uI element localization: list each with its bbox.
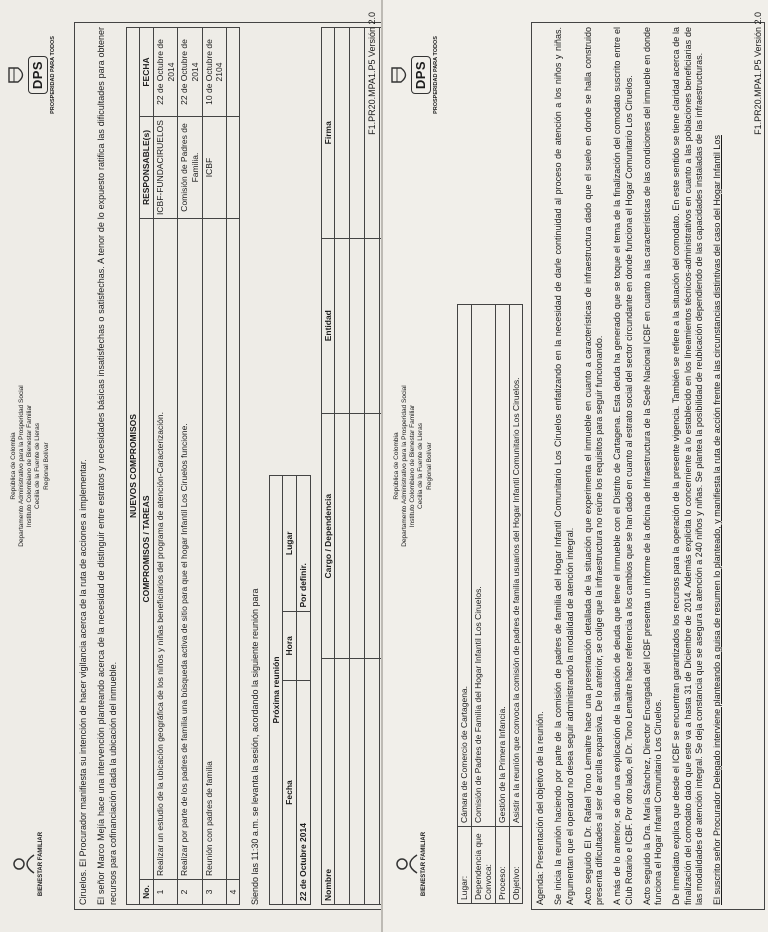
icbf-logo — [10, 824, 45, 904]
info-label: Objetivo: — [509, 827, 523, 904]
minutes-body — [531, 22, 765, 910]
header-line1: República de Colombia — [393, 432, 400, 500]
form-code-footer: F1.PR20.MPA1.P5 Versión 2.0 — [366, 12, 377, 135]
header-text — [393, 286, 434, 646]
dps-logo — [6, 30, 56, 120]
cell-no: 2 — [178, 880, 202, 905]
form-code-footer: F1.PR20.MPA1.P5 Versión 2.0 — [752, 12, 763, 135]
icbf-logo-icon — [10, 851, 36, 877]
icbf-logo-icon — [393, 851, 419, 877]
cell-task: Realizar un estudio de la ubicación geográfica de los niños y niñas beneficiarios del programa de atención-Caracterización. — [154, 219, 178, 880]
right-page — [383, 0, 768, 932]
page-header — [383, 0, 453, 932]
table-row — [226, 28, 240, 905]
header-line2: Departamento Administrativo para la Prosperidad Social — [18, 385, 26, 547]
coat-of-arms-icon — [389, 64, 411, 86]
left-page-body — [74, 22, 372, 910]
header-line3: Instituto Colombiano de Bienestar Familiar — [26, 404, 34, 528]
cell-fecha: 22 de Octubre 2014 — [296, 681, 310, 905]
col-responsible: RESPONSABLE(s) — [140, 117, 154, 219]
info-value: Asistir a la reunión que convoca la comisión de padres de familia usuarios del Hogar Infantil Comunitario Los Ciruelos. — [509, 305, 523, 827]
next-meeting-row — [296, 476, 310, 905]
cell-no: 1 — [154, 880, 178, 905]
col-date: FECHA — [140, 28, 154, 117]
coat-of-arms-icon — [6, 64, 28, 86]
cell-responsible — [226, 117, 240, 219]
cell-date: 22 de Octubre de 2014 — [178, 28, 202, 117]
marco-mejia-paragraph: El señor Marco Mejía hace una intervención planteando acerca de la necesidad de distinguir entre estratos y necesidades básicas insatisfechas o satisfechas. A tenor de lo expuesto ratifica las dificultades para obtener recursos para cofinanciación dada la ubicación del inmueble. — [96, 27, 118, 905]
minutes-paragraph-5: De inmediato explica que desde el ICBF se encuentran garantizados los recursos para la operación de la presente vigencia. También se refiere a la situación del comodato. En este sentido se tiene claridad acerca de la finalización del comodato dado que este va a hasta 31 de Diciembre de 2014. Además explicita lo concerniente a lo establecido en los lineamientos técnicos-administrativos en cuanto a las poblaciones beneficiarias de las modalidades de atención integral. Se deja constancia que se asegura la atención a 240 niños y niñas. Se plantea la posibilidad de reubicación dependiendo de las capacidades instaladas de las infraestructuras. — [671, 27, 704, 905]
minutes-paragraph-3: A más de lo anterior, se dio una explicación de la situación de deuda que tiene el inmueble con el Distrito de Cartagena. Esta deuda ha generado que se toque el tema de la finalización del comodato suscrito entre el Club Rotario e ICBF. Por otro lado, el Dr. Tono Lemaitre hace referencia a los cambios que se han dado en cuanto al estrato social del sector circundante en donde funciona el Hogar Comunitario Los Ciruelos. — [612, 27, 634, 905]
right-document-sheet — [383, 0, 768, 932]
header-line5: Regional Bolívar — [425, 442, 433, 490]
col-fecha: Fecha — [283, 681, 297, 905]
info-value: Cámara de Comercio de Cartagena. — [458, 305, 472, 827]
table-row — [202, 28, 226, 905]
signatures-table — [321, 27, 383, 905]
table-row — [350, 28, 365, 905]
cell-no: 3 — [202, 880, 226, 905]
right-page-body — [457, 22, 758, 910]
col-entidad: Entidad — [321, 238, 335, 413]
col-nombre: Nombre — [321, 659, 335, 905]
cell-date: 10 de Octubre de 2104 — [202, 28, 226, 117]
table-row — [509, 305, 523, 904]
header-line2: Departamento Administrativo para la Prosperidad Social — [401, 385, 409, 547]
dps-tagline: PROSPERIDAD PARA TODOS — [50, 36, 57, 114]
col-cargo: Cargo / Dependencia — [321, 413, 335, 659]
header-line4: Cecilia de la Fuente de Lleras — [417, 423, 425, 509]
minutes-paragraph-6: El suscrito señor Procurador Delegado interviene planteando a guisa de resumen lo planteado, y manifiesta la ruta de acción frente a las circunstancias distintivas del caso del Hogar Infantil Los — [712, 135, 723, 905]
cell-responsible: ICBF — [202, 117, 226, 219]
header-line3: Instituto Colombiano de Bienestar Familiar — [409, 404, 417, 528]
table-row — [178, 28, 202, 905]
cell-task: Reunión con padres de familia — [202, 219, 226, 880]
cell-lugar: Por definir. — [296, 476, 310, 612]
closing-paragraph: Siendo las 11:30 a.m. se levanta la sesión, acordando la siguiente reunión para — [250, 588, 261, 905]
commitments-header-row — [140, 28, 154, 905]
next-meeting-table — [269, 475, 311, 905]
intro-paragraph: Ciruelos. El Procurador manifiesta su intención de hacer vigilancia acerca de la ruta de acciones a implementar. — [78, 459, 88, 905]
agenda-line: Agenda: Presentación del objetivo de la reunión. — [535, 711, 546, 905]
main-content-box — [74, 22, 382, 910]
commitments-title: NUEVOS COMPROMISOS — [126, 28, 140, 905]
icbf-logo — [393, 824, 428, 904]
next-meeting-header-row — [283, 476, 297, 905]
col-no: No. — [140, 880, 154, 905]
dps-logo — [389, 30, 439, 120]
table-row — [365, 28, 380, 905]
info-value: Gestión de la Primera Infancia. — [495, 305, 509, 827]
info-value: Comisión de Padres de Familia del Hogar Infantil Los Ciruelos. — [471, 305, 495, 827]
info-label: Dependencia que Convoca: — [471, 827, 495, 904]
col-firma: Firma — [321, 28, 335, 239]
table-row — [154, 28, 178, 905]
cell-hora — [296, 611, 310, 681]
left-page — [0, 0, 382, 932]
icbf-logo-text: BIENESTAR FAMILIAR — [38, 831, 44, 897]
header-line5: Regional Bolívar — [42, 442, 50, 490]
table-row — [495, 305, 509, 904]
cell-date: 22 de Octubre de 2014 — [154, 28, 178, 117]
col-hora: Hora — [283, 611, 297, 681]
cell-no: 4 — [226, 880, 240, 905]
col-lugar: Lugar — [283, 476, 297, 612]
page-header — [0, 0, 70, 932]
dps-tagline: PROSPERIDAD PARA TODOS — [433, 36, 440, 114]
header-line4: Cecilia de la Fuente de Lleras — [34, 423, 42, 509]
cell-date — [226, 28, 240, 117]
dps-logo-text: DPS — [411, 56, 431, 94]
signatures-header-row — [321, 28, 335, 905]
left-document-sheet — [0, 0, 382, 932]
cell-responsible: ICBF-FUNDACIRUELOS — [154, 117, 178, 219]
info-label: Lugar: — [458, 827, 472, 904]
minutes-paragraph-4: Acto seguido la Dra. María Sánchez, Director Encargada del ICBF presenta un informe de la oficina de Infraestructura de la Sede Nacional ICBF en cuanto a las características de las condiciones del inmueble en donde funciona el Hogar Infantil Comunitario Los Ciruelos. — [641, 27, 664, 905]
header-text — [10, 286, 51, 646]
table-row — [335, 28, 350, 905]
col-task: COMPROMISOS / TAREAS — [140, 219, 154, 880]
info-label: Proceso: — [495, 827, 509, 904]
cell-responsible: Comisión de Padres de Familia. — [178, 117, 202, 219]
minutes-paragraph-2: Acto seguido El Dr. Rafael Tono Lemaitre hace una presentación detallada de la situación que experimenta el inmueble en cuanto a características de infraestructura dado que el suelo en donde se halla construido presenta dificultades al ser de arcilla expansiva. De lo anterior, se colige que la infraestructura no reúne los requisitos para seguir funcionando. — [582, 27, 605, 905]
table-row — [471, 305, 495, 904]
meeting-info-table — [457, 304, 523, 904]
next-meeting-title: Próxima reunión — [269, 476, 283, 905]
table-row — [458, 305, 472, 904]
cell-task — [226, 219, 240, 880]
cell-task: Realizar por parte de los padres de familia una búsqueda activa de sitio para que el hogar Infantil Los Ciruelos funcione. — [178, 219, 202, 880]
header-line1: República de Colombia — [10, 432, 17, 500]
icbf-logo-text: BIENESTAR FAMILIAR — [421, 831, 427, 897]
commitments-table — [126, 27, 241, 905]
minutes-paragraph-1: Se inicia la reunión haciendo por parte de la comisión de padres de familia del Hogar Infantil Comunitario Los Ciruelos enfatizando en la necesidad de darle continuidad al proceso de atención a los niños y niñas. Argumentan que el operador no desea seguir administrando la modalidad de atención integral. — [553, 27, 575, 905]
dps-logo-text: DPS — [28, 56, 48, 94]
